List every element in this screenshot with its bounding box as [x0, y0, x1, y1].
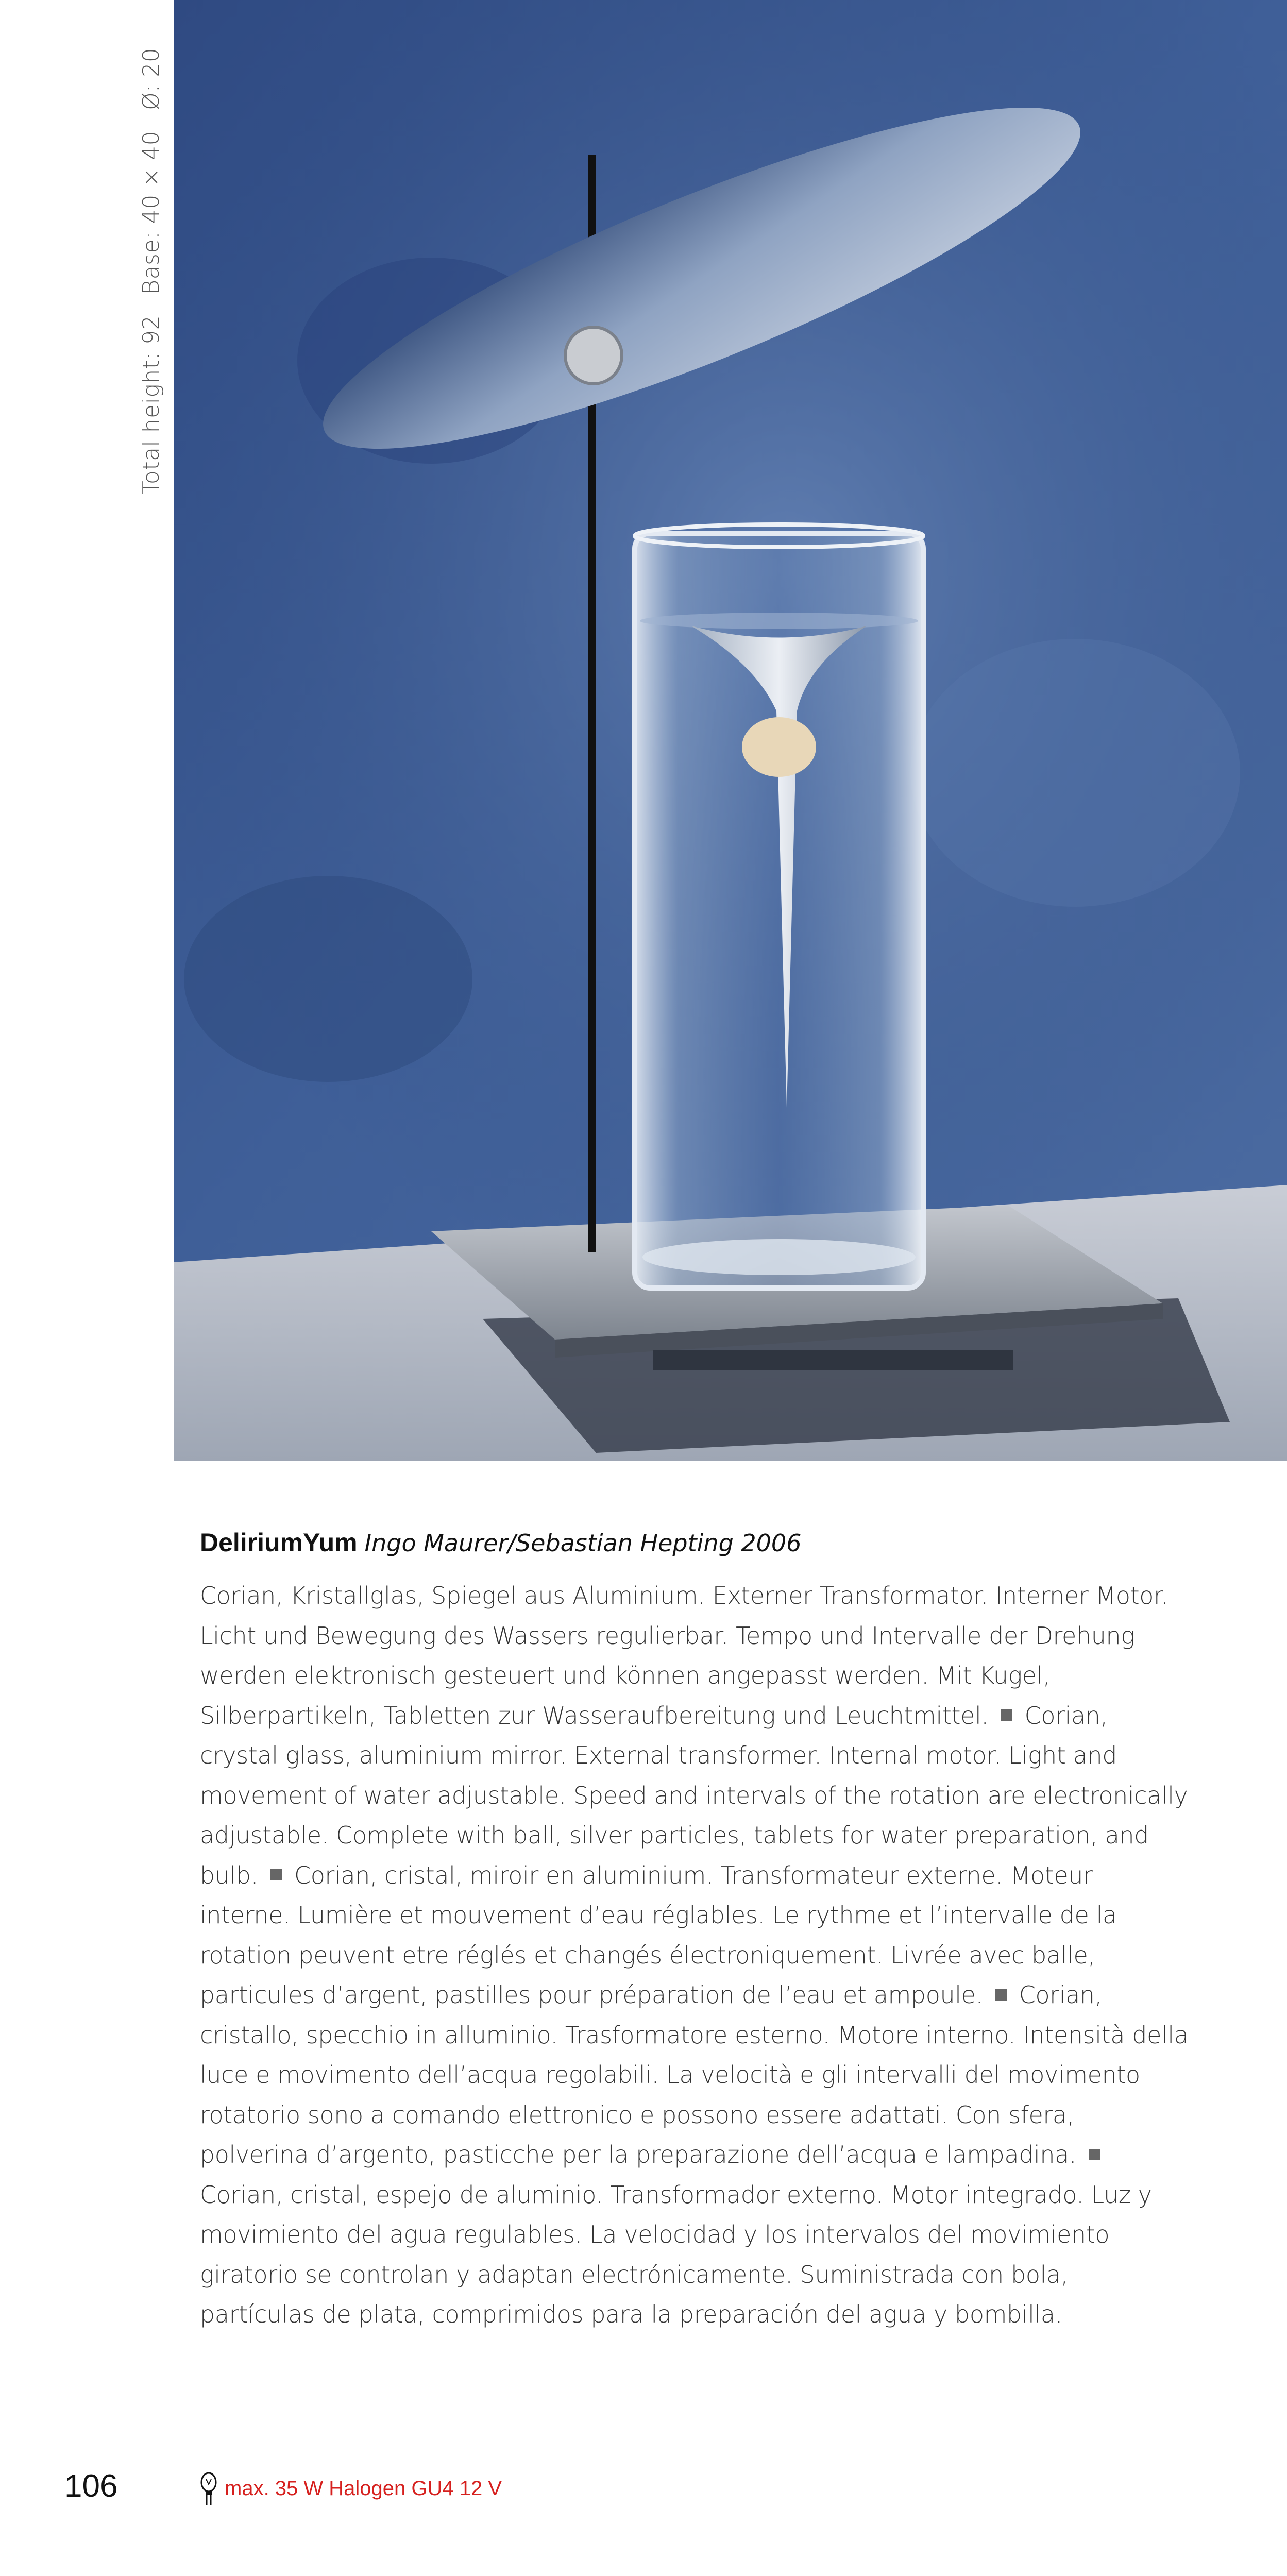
description-spanish: Corian, cristal, espejo de aluminio. Transformador externo. Motor integrado. Luz y movimiento del agua regulables. La velocidad y los intervalos del movimiento giratorio se controlan y adaptan electrónicamente. Suministrada con bola, partículas de plata, comprimidos para la preparación del agua y bombilla. [200, 2180, 1152, 2328]
product-title [200, 1528, 1189, 1557]
separator-square [1089, 2149, 1100, 2160]
mirror-joint [565, 327, 622, 384]
spec-base: Base: 40 × 40 [138, 130, 164, 295]
separator-square [1001, 1709, 1012, 1721]
product-designer: Ingo Maurer/Sebastian Hepting 2006 [364, 1529, 802, 1557]
product-text [200, 1528, 1189, 2335]
product-description [200, 1576, 1189, 2335]
lamp-illustration [174, 0, 1287, 1461]
spec-total-height: Total height: 92 [138, 315, 164, 495]
lamp-info: max. 35 W Halogen GU4 12 V [225, 2477, 502, 2500]
page-footer [0, 2468, 1287, 2519]
separator-square [995, 1989, 1007, 2001]
halogen-bulb-icon [200, 2471, 217, 2507]
page-number: 106 [64, 2468, 118, 2504]
description-italian: Corian, cristallo, specchio in alluminio. Trasformatore esterno. Motore interno. Intensità della luce e movimento dell’acqua regolabili. La velocità e gli intervalli del movimento rotatorio sono a comando elettronico e possono essere adattati. Con sfera, polverina d’argento, pasticche per la preparazione dell’acqua e lampadina. [200, 1981, 1189, 2168]
side-specs-text [138, 27, 164, 495]
description-english: Corian, crystal glass, aluminium mirror. External transformer. Internal motor. Light and movement of water adjustable. Speed and intervals of the rotation are electronically adjustable. Complete with ball, silver particles, tablets for water preparation, and bulb. [200, 1701, 1188, 1889]
separator-square [270, 1869, 282, 1880]
floating-ball [742, 717, 816, 777]
side-specs [129, 41, 164, 505]
product-name: DeliriumYum [200, 1528, 358, 1557]
description-french: Corian, cristal, miroir en aluminium. Transformateur externe. Moteur interne. Lumière et mouvement d’eau réglables. Le rythme et l’intervalle de la rotation peuvent etre réglés et changés électroniquement. Livrée avec balle, particules d’argent, pastilles pour préparation de l’eau et ampoule. [200, 1861, 1117, 2009]
product-photo [174, 0, 1287, 1461]
description-german: Corian, Kristallglas, Spiegel aus Aluminium. Externer Transformator. Interner Motor. Licht und Bewegung des Wassers regulierbar. Tempo und Intervalle der Drehung werden elektronisch gesteuert und können angepasst werden. Mit Kugel, Silberpartikeln, Tabletten zur Wasseraufbereitung und Leuchtmittel. [200, 1582, 1169, 1730]
spec-diameter: Ø: 20 [138, 47, 164, 110]
